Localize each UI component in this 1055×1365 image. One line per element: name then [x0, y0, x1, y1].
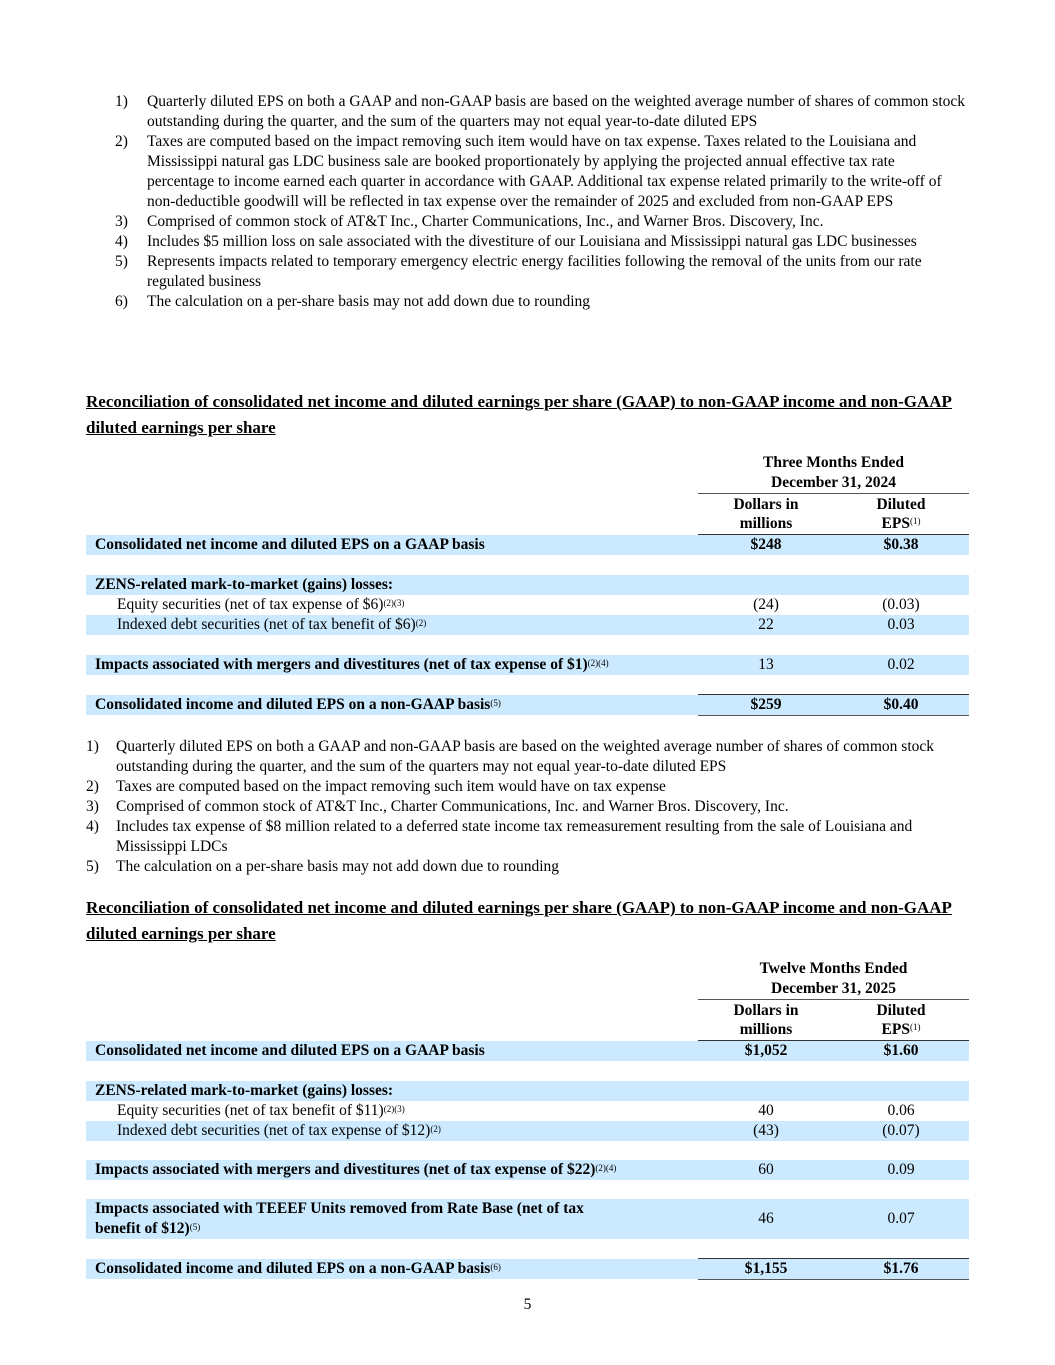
table-row-mergers: Impacts associated with mergers and divestitures (net of tax expense of $22)$^{(2)(4)}$ 60 0.09	[86, 1160, 969, 1180]
table-row-gaap: Consolidated net income and diluted EPS on a GAAP basis $248 $0.38	[86, 535, 969, 555]
total-bottom-rule	[698, 715, 969, 716]
table-row-zens-header: ZENS-related mark-to-market (gains) losses:	[86, 1081, 969, 1101]
footnote: 5) Represents impacts related to temporary emergency electric energy facilities following the removal of the units from our rate regulated business	[115, 253, 922, 290]
column-header-eps: Diluted EPS$^{(1)}$	[876, 1002, 926, 1038]
section-heading-q4-2024: Reconciliation of consolidated net income and diluted earnings per share (GAAP) to non-GAAP income and non-GAAP diluted earnings per share	[86, 392, 952, 437]
footnote: 4) Includes $5 million loss on sale associated with the divestiture of our Louisiana and Mississippi natural gas LDC businesses	[115, 233, 917, 250]
table-row-indexed-debt: Indexed debt securities (net of tax expense of $12)$^{(2)}$ (43) (0.07)	[86, 1121, 969, 1141]
period-header-rule	[698, 999, 969, 1000]
column-header-eps: Diluted EPS$^{(1)}$	[876, 496, 926, 532]
period-header: Twelve Months Ended December 31, 2025	[759, 960, 908, 997]
table-row-equity: Equity securities (net of tax benefit of $11)$^{(2)(3)}$ 40 0.06	[117, 1102, 915, 1119]
table-row-non-gaap: Consolidated income and diluted EPS on a non-GAAP basis$^{(6)}$ $1,155 $1.76	[86, 1259, 969, 1279]
table-row-zens-header: ZENS-related mark-to-market (gains) losses:	[86, 575, 969, 595]
table-row-mergers: Impacts associated with mergers and divestitures (net of tax expense of $1)$^{(2)(4)}$ 13 0.02	[86, 655, 969, 675]
column-header-dollars: Dollars in millions	[733, 1002, 799, 1038]
table-row-teeef: Impacts associated with TEEEF Units removed from Rate Base (net of tax benefit of $12)$^{(5)}$ 46 0.07	[86, 1199, 969, 1239]
section1-footnotes	[86, 737, 946, 877]
top-footnotes	[115, 92, 965, 312]
column-header-dollars: Dollars in millions	[733, 496, 799, 532]
footnote: 6) The calculation on a per-share basis may not add down due to rounding	[115, 293, 591, 310]
footnote: 4) Includes tax expense of $8 million related to a deferred state income tax remeasurement resulting from the sale of Louisiana and Mississippi LDCs	[86, 818, 913, 855]
page-number: 5	[523, 1296, 532, 1313]
period-header-rule	[698, 493, 969, 494]
table-row-indexed-debt: Indexed debt securities (net of tax benefit of $6)$^{(2)}$ 22 0.03	[86, 615, 969, 635]
period-header: Three Months Ended December 31, 2024	[763, 454, 904, 491]
total-bottom-rule	[698, 1279, 969, 1280]
footnote: 2) Taxes are computed based on the impact removing such item would have on tax expense. Taxes related to the Louisiana and Mississippi natural gas LDC business sale are booked proportionately by applying the projected annual effective tax rate percentage to income earned each quarter in accordance with GAAP. Additional tax expense related primarily to the write-off of non-deductible goodwill will be reflected in tax expense over the remainder of 2025 and excluded from non-GAAP EPS	[115, 133, 942, 210]
footnote: 2) Taxes are computed based on the impact removing such item would have on tax expense	[86, 778, 666, 795]
footnote: 1) Quarterly diluted EPS on both a GAAP and non-GAAP basis are based on the weighted average number of shares of common stock outstanding during the quarter, and the sum of the quarters may not equal year-to-date diluted EPS	[115, 93, 966, 130]
footnote: 1) Quarterly diluted EPS on both a GAAP and non-GAAP basis are based on the weighted average number of shares of common stock outstanding during the quarter, and the sum of the quarters may not equal year-to-date diluted EPS	[86, 738, 935, 775]
table-row-gaap: Consolidated net income and diluted EPS on a GAAP basis $1,052 $1.60	[86, 1041, 969, 1061]
table-row-non-gaap: Consolidated income and diluted EPS on a non-GAAP basis$^{(5)}$ $259 $0.40	[86, 695, 969, 715]
footnote: 3) Comprised of common stock of AT&T Inc., Charter Communications, Inc., and Warner Bros. Discovery, Inc.	[115, 213, 824, 230]
table-row-equity: Equity securities (net of tax expense of $6)$^{(2)(3)}$ (24) (0.03)	[117, 596, 920, 613]
footnote: 5) The calculation on a per-share basis may not add down due to rounding	[86, 858, 560, 875]
footnote: 3) Comprised of common stock of AT&T Inc., Charter Communications, Inc. and Warner Bros. Discovery, Inc.	[86, 798, 789, 815]
section-heading-fy-2025: Reconciliation of consolidated net income and diluted earnings per share (GAAP) to non-GAAP income and non-GAAP diluted earnings per share	[86, 898, 952, 943]
